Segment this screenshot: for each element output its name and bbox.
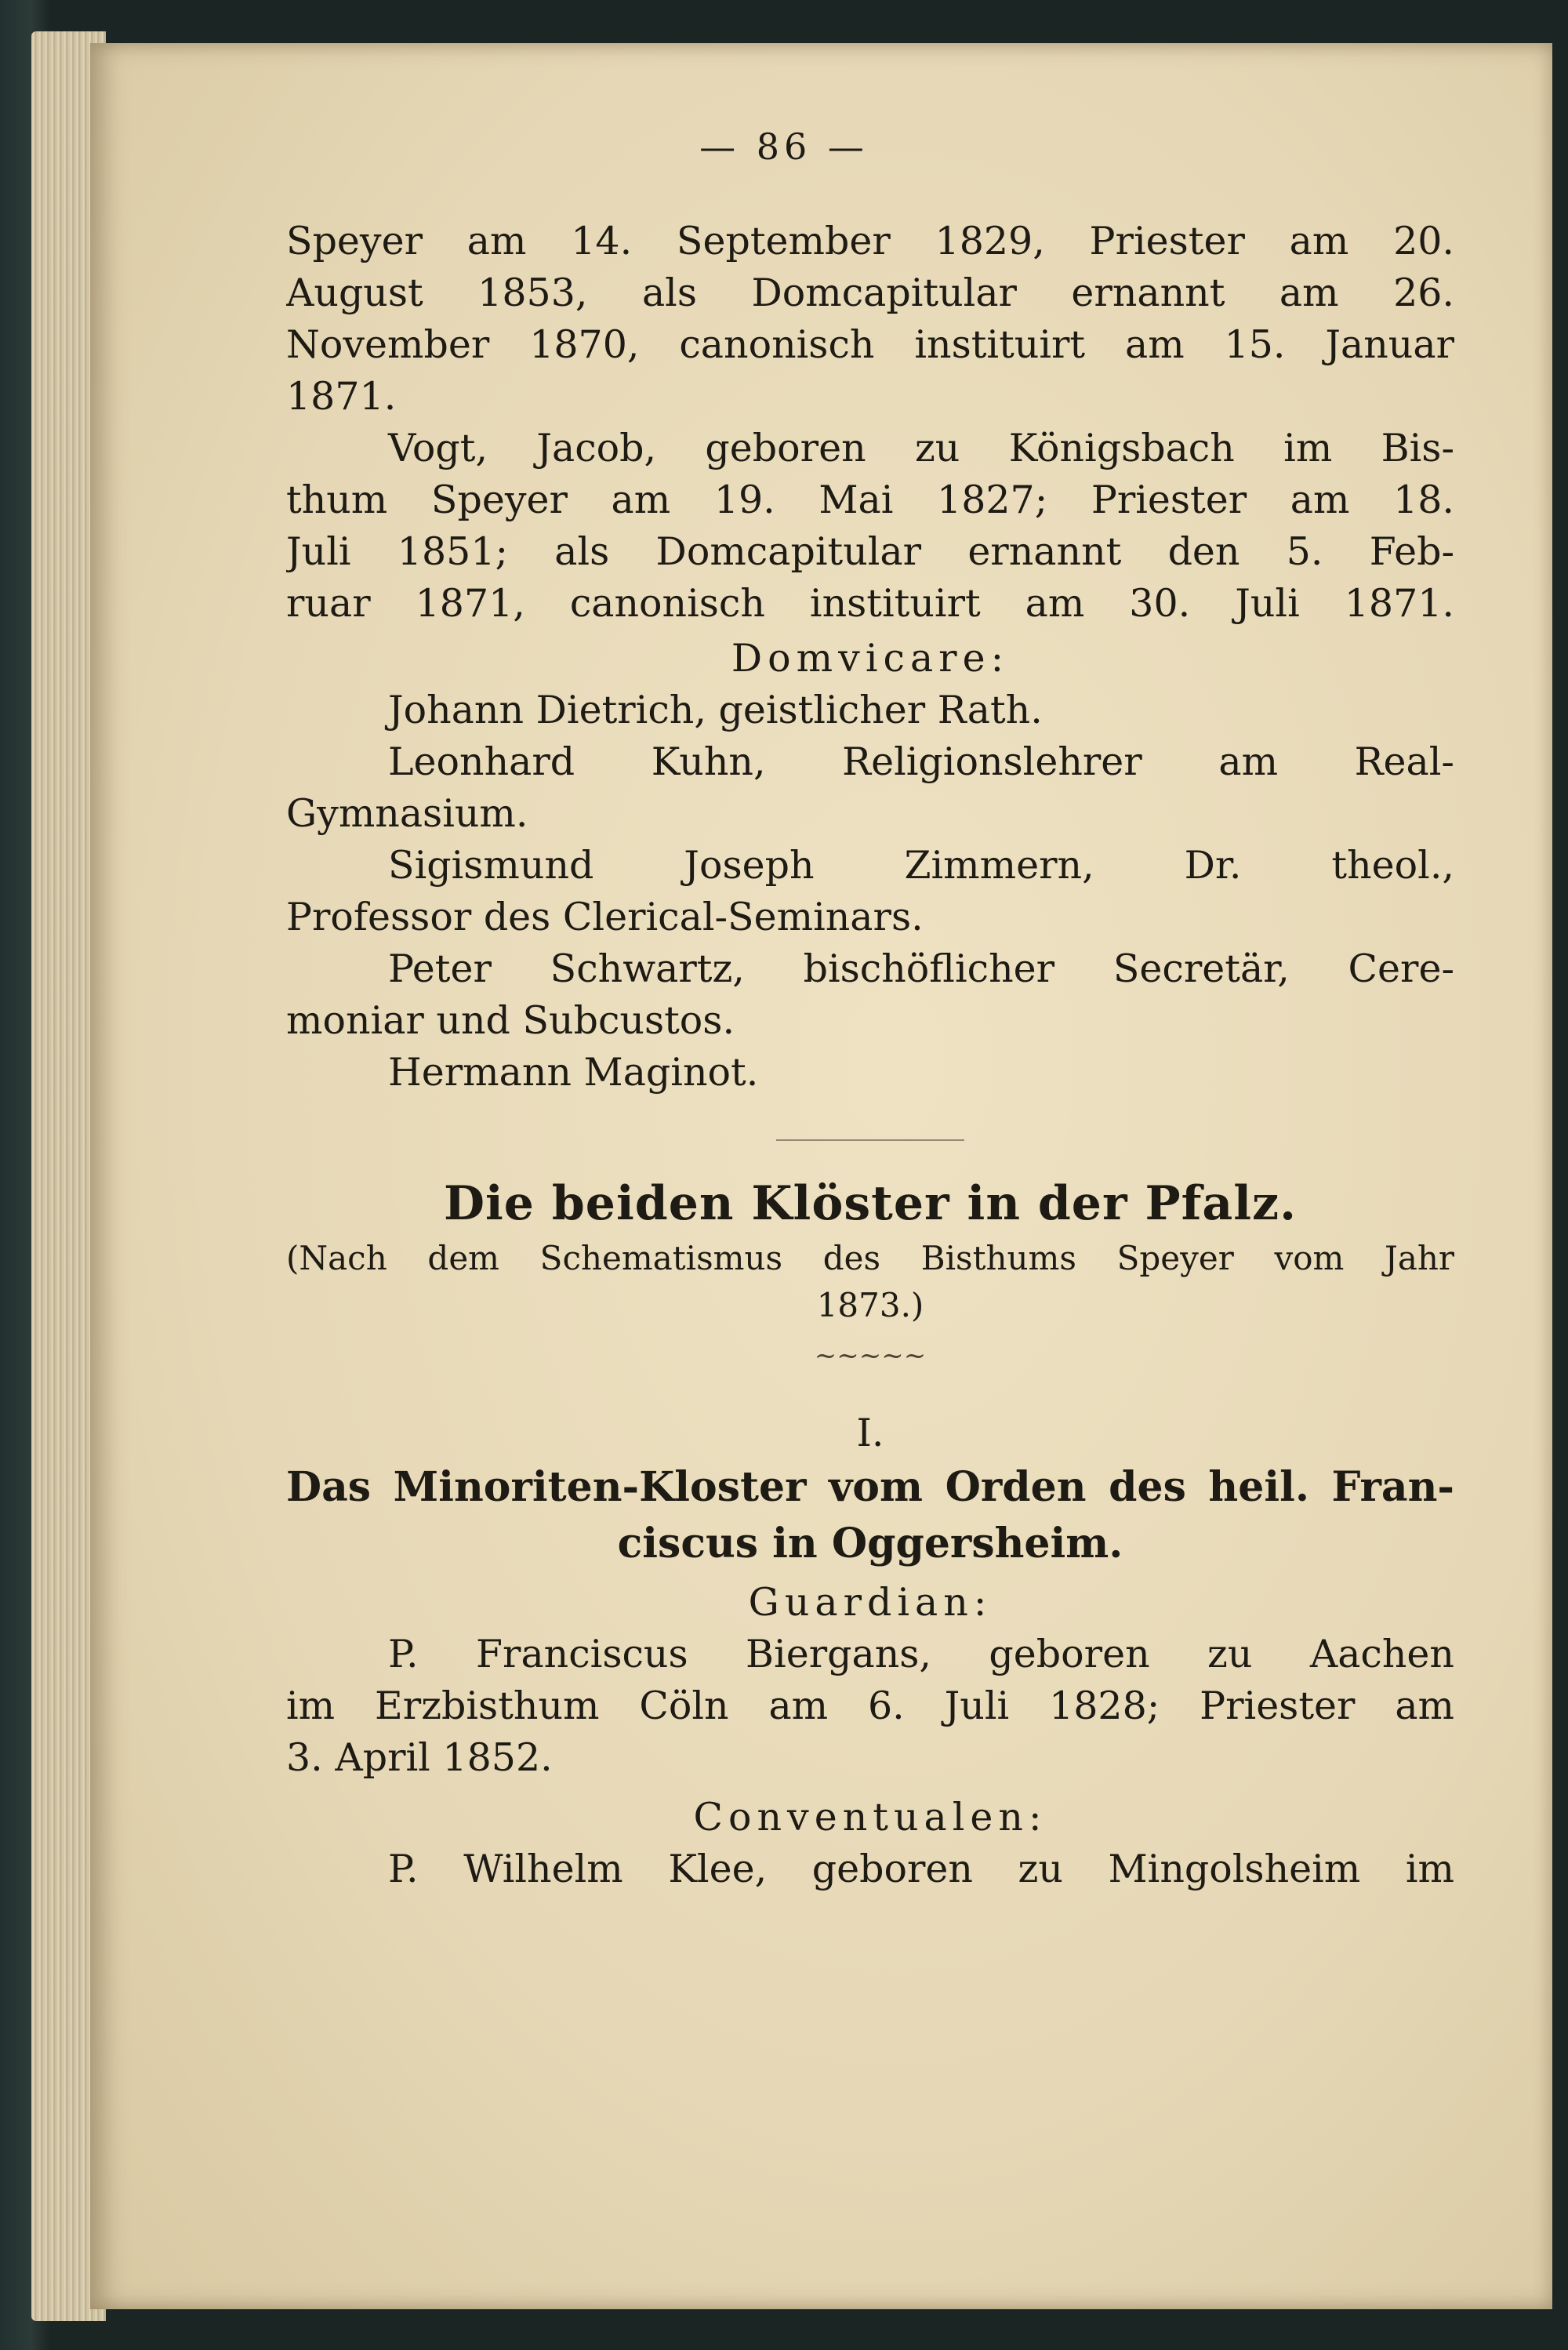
entry-line: P. Franciscus Biergans, geboren zu Aachen: [388, 1632, 1454, 1676]
section-subtitle: (Nach dem Schematismus des Bisthums Speyer vom Jahr: [286, 1239, 1454, 1277]
subsection-number: I.: [856, 1411, 884, 1455]
text-line: November 1870, canonisch instituirt am 15. Januar: [286, 322, 1454, 367]
text-line: thum Speyer am 19. Mai 1827; Priester am 18.: [286, 478, 1454, 522]
page-body: [286, 216, 1454, 1895]
entry-line: 3. April 1852.: [286, 1735, 553, 1780]
section-subtitle: 1873.): [816, 1286, 924, 1324]
entry-line: im Erzbisthum Cöln am 6. Juli 1828; Priester am: [286, 1684, 1454, 1728]
wave-divider: ~~~~~: [814, 1340, 927, 1371]
page-number: — 86 —: [699, 125, 869, 168]
entry-line: Gymnasium.: [286, 791, 528, 836]
entry-line: P. Wilhelm Klee, geboren zu Mingolsheim im: [388, 1847, 1454, 1891]
subsection-title: ciscus in Oggersheim.: [617, 1520, 1123, 1567]
heading-domvicare: Domvicare:: [731, 636, 1010, 681]
text-line: Juli 1851; als Domcapitular ernannt den 5. Feb-: [286, 529, 1454, 574]
text-line: August 1853, als Domcapitular ernannt am 26.: [286, 271, 1454, 315]
entry-line: Professor des Clerical-Seminars.: [286, 895, 924, 939]
text-line: ruar 1871, canonisch instituirt am 30. Juli 1871.: [286, 581, 1454, 626]
heading-conventualen: Conventualen:: [693, 1795, 1047, 1840]
text-line: 1871.: [286, 374, 397, 419]
entry-line: moniar und Subcustos.: [286, 998, 735, 1043]
section-title: Die beiden Klöster in der Pfalz.: [443, 1176, 1298, 1231]
text-line: Vogt, Jacob, geboren zu Königsbach im Bis-: [388, 426, 1454, 470]
section-divider: [776, 1139, 964, 1141]
entry-line: Leonhard Kuhn, Religionslehrer am Real-: [388, 739, 1454, 784]
entry-line: Peter Schwartz, bischöflicher Secretär, Cere-: [388, 946, 1454, 991]
entry-line: Hermann Maginot.: [388, 1050, 759, 1095]
entry-line: Johann Dietrich, geistlicher Rath.: [388, 688, 1043, 732]
heading-guardian: Guardian:: [748, 1580, 993, 1625]
entry-line: Sigismund Joseph Zimmern, Dr. theol.,: [388, 843, 1454, 888]
subsection-title: Das Minoriten-Kloster vom Orden des heil. Fran-: [286, 1463, 1454, 1511]
text-line: Speyer am 14. September 1829, Priester am 20.: [286, 219, 1454, 263]
